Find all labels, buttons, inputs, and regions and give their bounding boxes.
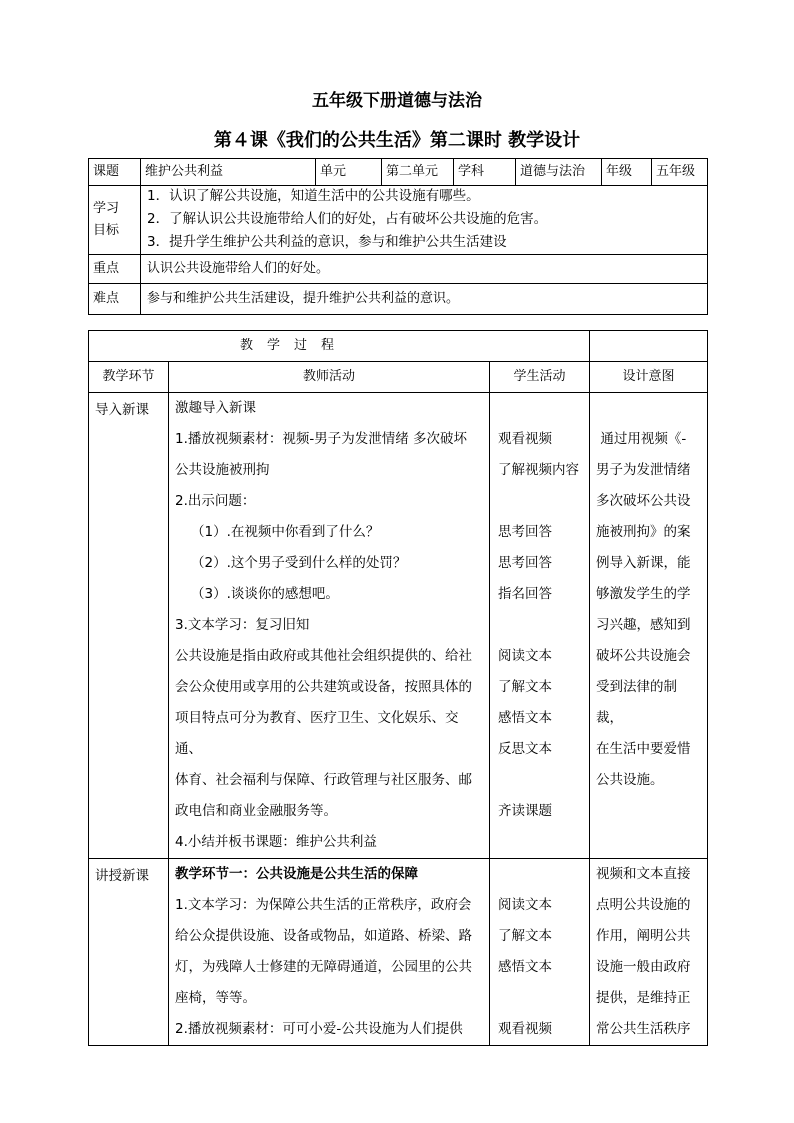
teacher-line: 公共设施是指由政府或其他社会组织提供的、给社	[175, 648, 472, 664]
objective-item: 1．认识了解公共设施，知道生活中的公共设施有哪些。	[147, 188, 480, 204]
teacher-line: 激趣导入新课	[175, 400, 256, 416]
objectives-row	[89, 186, 708, 255]
design-line: 受到法律的制裁，	[596, 679, 678, 726]
teacher-line: 给公众提供设施、设备或物品，如道路、桥梁、路	[175, 928, 472, 944]
document-title: 五年级下册道德与法治	[312, 91, 482, 111]
objectives-label-line1: 学习	[93, 201, 120, 216]
teacher-line: 2.播放视频素材：可可小爱-公共设施为人们提供	[175, 1021, 463, 1037]
teacher-line: （1）.在视频中你看到了什么？	[191, 524, 380, 540]
difficult-point-label: 难点	[89, 284, 141, 315]
objective-item: 2．了解认识公共设施带给人们的好处，占有破坏公共设施的危害。	[147, 211, 548, 227]
unit-value: 第二单元	[382, 159, 454, 186]
student-line	[498, 486, 585, 517]
teacher-line: 会公众使用或享用的公共建筑或设备，按照具体的	[175, 679, 472, 695]
design-line: 破坏公共设施会	[596, 648, 691, 664]
teacher-line: 1.播放视频素材：视频-男子为发泄情绪 多次破坏	[175, 431, 468, 447]
grade-value: 五年级	[652, 159, 708, 186]
teacher-line: 座椅，等等。	[175, 990, 256, 1006]
key-point-text: 认识公共设施带给人们的好处。	[141, 255, 708, 284]
info-row	[89, 159, 708, 186]
teacher-line: 公共设施被刑拘	[175, 462, 270, 478]
lesson-subtitle: 第４课《我们的公共生活》第二课时 教学设计	[213, 130, 581, 151]
student-line: 感悟文本	[498, 710, 552, 726]
student-activity-new	[490, 859, 590, 1046]
design-line: 习兴趣，感知到	[596, 617, 691, 633]
stage-new-lesson: 讲授新课	[89, 859, 169, 1046]
section-intro	[89, 393, 708, 859]
student-line	[498, 983, 585, 1014]
key-point-row	[89, 255, 708, 284]
student-line: 阅读文本	[498, 897, 552, 913]
topic-label: 课题	[89, 159, 141, 186]
teacher-activity-intro	[169, 393, 490, 859]
student-line: 观看视频	[498, 1021, 552, 1037]
design-line: 施被刑拘》的案	[596, 524, 691, 540]
key-point-label: 重点	[89, 255, 141, 284]
col-stage: 教学环节	[89, 362, 169, 393]
objectives-list	[141, 186, 708, 255]
student-line	[498, 859, 585, 890]
column-header-row	[89, 362, 708, 393]
design-intent-intro	[590, 393, 708, 859]
col-teacher: 教师活动	[169, 362, 490, 393]
design-line: 常公共生活秩序	[596, 1021, 691, 1037]
teacher-line: 教学环节一：公共设施是公共生活的保障	[175, 866, 418, 882]
subject-value: 道德与法治	[516, 159, 602, 186]
teacher-line: 1.文本学习：为保障公共生活的正常秩序，政府会	[175, 897, 472, 913]
student-line: 齐读课题	[498, 803, 552, 819]
unit-label: 单元	[316, 159, 382, 186]
design-line: 例导入新课，能	[596, 555, 691, 571]
design-line: 视频和文本直接	[596, 866, 691, 882]
design-line: 通过用视频《-	[596, 431, 687, 447]
student-line: 感悟文本	[498, 959, 552, 975]
objectives-label-line2: 目标	[93, 223, 120, 238]
lesson-plan-table	[88, 158, 708, 315]
teacher-line: 2.出示问题：	[175, 493, 256, 509]
objectives-label	[89, 186, 141, 255]
design-line: 作用，阐明公共	[596, 928, 691, 944]
student-line: 观看视频	[498, 431, 552, 447]
student-line: 了解文本	[498, 928, 552, 944]
student-line: 指名回答	[498, 586, 552, 602]
teacher-line: 项目特点可分为教育、医疗卫生、文化娱乐、交通、	[175, 710, 459, 757]
teacher-line: 灯，为残障人士修建的无障碍通道，公园里的公共	[175, 959, 472, 975]
difficult-point-text: 参与和维护公共生活建设，提升维护公共利益的意识。	[141, 284, 708, 315]
design-intent-new	[590, 859, 708, 1046]
teacher-line: 4.小结并板书课题：维护公共利益	[175, 834, 377, 850]
student-line: 了解视频内容	[498, 462, 579, 478]
teacher-line: 体育、社会福利与保障、行政管理与社区服务、邮	[175, 772, 472, 788]
student-activity-intro	[490, 393, 590, 859]
student-line	[498, 610, 585, 641]
design-line: 男子为发泄情绪	[596, 462, 691, 478]
process-title: 教学过程	[89, 331, 590, 362]
design-line: 够激发学生的学	[596, 586, 691, 602]
student-line: 反思文本	[498, 741, 552, 757]
student-line: 了解文本	[498, 679, 552, 695]
teacher-line: （3）.谈谈你的感想吧。	[191, 586, 339, 602]
teacher-activity-new	[169, 859, 490, 1046]
design-line: 设施一般由政府	[596, 959, 691, 975]
design-line: 点明公共设施的	[596, 897, 691, 913]
subject-label: 学科	[454, 159, 516, 186]
design-line: 公共设施。	[596, 772, 664, 788]
stage-intro: 导入新课	[89, 393, 169, 859]
teacher-line: 政电信和商业金融服务等。	[175, 803, 337, 819]
process-title-blank	[590, 331, 708, 362]
grade-label: 年级	[602, 159, 652, 186]
objective-item: 3．提升学生维护公共利益的意识，参与和维护公共生活建设	[147, 234, 507, 250]
col-student: 学生活动	[490, 362, 590, 393]
design-line: 多次破坏公共设	[596, 493, 691, 509]
student-line: 思考回答	[498, 555, 552, 571]
student-line: 思考回答	[498, 524, 552, 540]
design-line	[596, 393, 703, 424]
teacher-line: 3.文本学习：复习旧知	[175, 617, 310, 633]
process-table	[88, 330, 708, 1046]
topic-value: 维护公共利益	[141, 159, 316, 186]
difficult-point-row	[89, 284, 708, 315]
col-design: 设计意图	[590, 362, 708, 393]
student-line: 阅读文本	[498, 648, 552, 664]
design-line: 提供，是维持正	[596, 990, 691, 1006]
student-line	[498, 765, 585, 796]
teacher-line: （2）.这个男子受到什么样的处罚？	[191, 555, 407, 571]
section-new-lesson	[89, 859, 708, 1046]
student-line	[498, 393, 585, 424]
design-line: 在生活中要爱惜	[596, 741, 691, 757]
process-title-row	[89, 331, 708, 362]
